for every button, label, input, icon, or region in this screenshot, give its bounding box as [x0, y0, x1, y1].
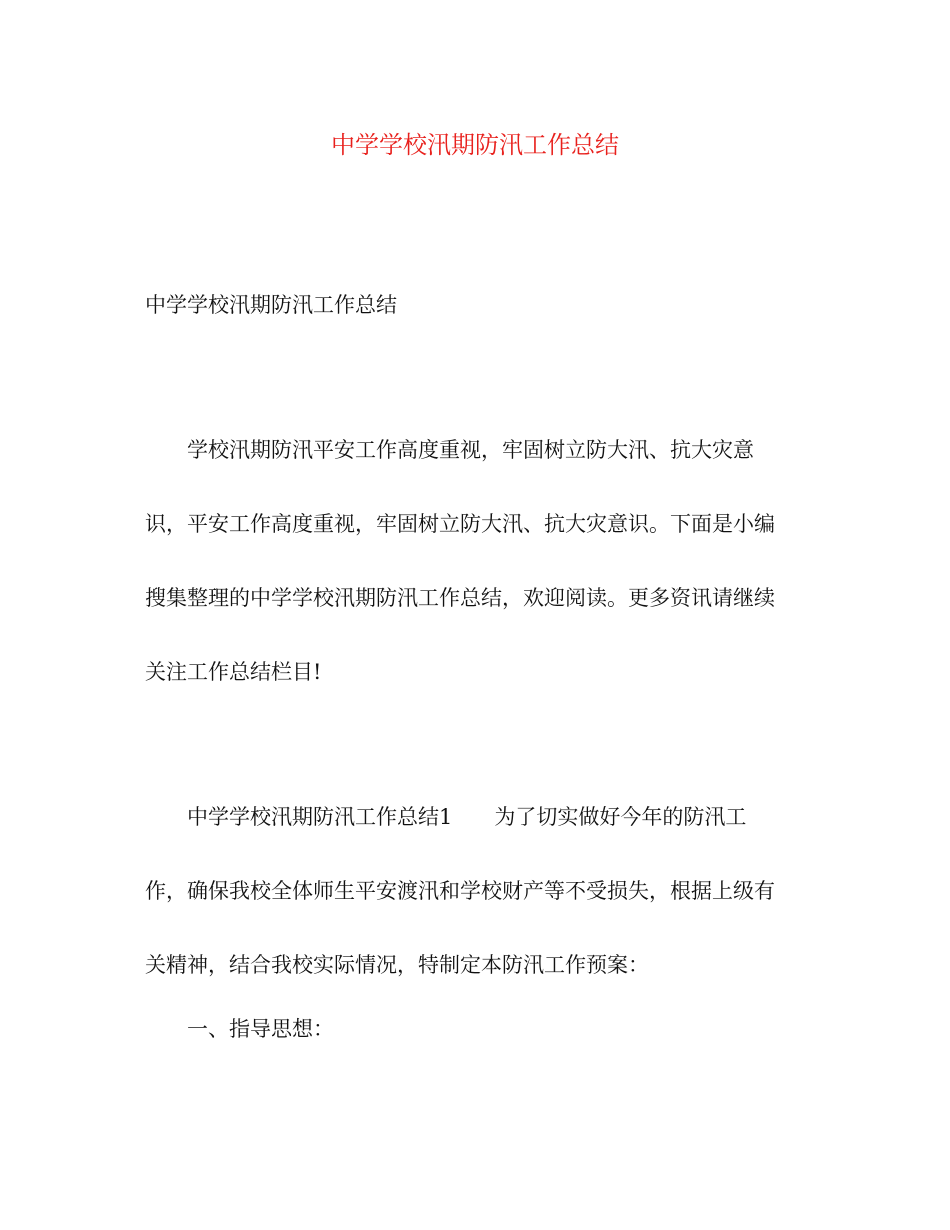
intro-line: 学校汛期防汛平安工作高度重视，牢固树立防大汛、抗大灾意 [187, 438, 754, 462]
intro-paragraph [145, 413, 805, 709]
section1-paragraph [145, 780, 805, 1002]
document-title: 中学学校汛期防汛工作总结 [331, 131, 619, 159]
section1-line: 作，确保我校全体师生平安渡汛和学校财产等不受损失，根据上级有 [145, 879, 775, 903]
intro-line: 搜集整理的中学学校汛期防汛工作总结，欢迎阅读。更多资讯请继续 [145, 586, 775, 610]
intro-line: 识，平安工作高度重视，牢固树立防大汛、抗大灾意识。下面是小编 [145, 512, 775, 536]
document-subtitle: 中学学校汛期防汛工作总结 [145, 293, 397, 317]
section1-line: 关精神，结合我校实际情况，特制定本防汛工作预案： [145, 953, 649, 977]
section1-first-line-text: 为了切实做好今年的防汛工 [494, 805, 747, 829]
section1-label: 中学学校汛期防汛工作总结1 [187, 805, 453, 829]
section-heading-guiding-thought: 一、指导思想： [187, 1017, 334, 1041]
section1-first-line [145, 780, 805, 854]
intro-line: 关注工作总结栏目! [145, 660, 322, 684]
